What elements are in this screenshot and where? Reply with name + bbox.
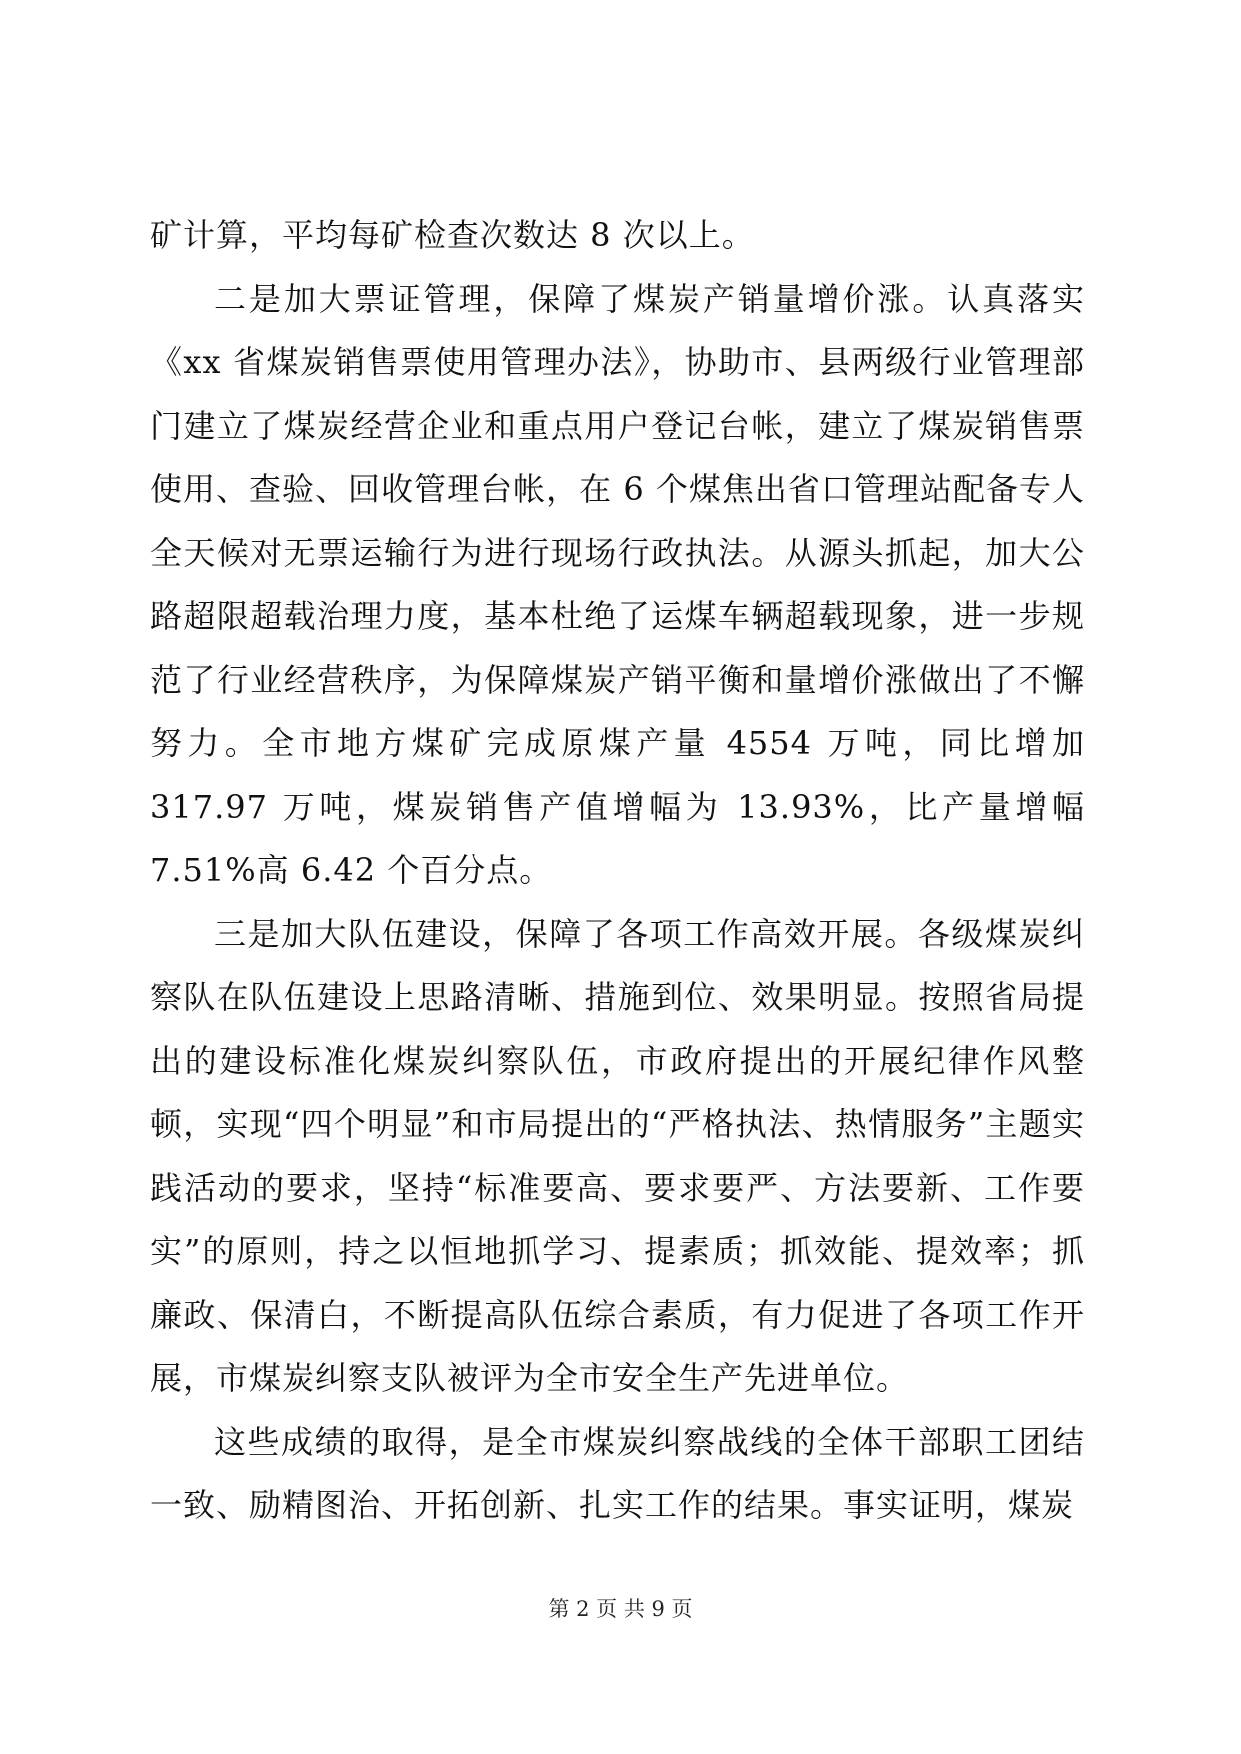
page-footer: 第 2 页 共 9 页: [548, 1597, 693, 1621]
paragraph-team-building: 三是加大队伍建设，保障了各项工作高效开展。各级煤炭纠察队在队伍建设上思路清晰、措施到位、效果明显。按照省局提出的建设标准化煤炭纠察队伍，市政府提出的开展纪律作风整顿，实现“四个明显”和市局提出的“严格执法、热情服务”主题实践活动的要求，坚持“标准要高、要求要严、方法要新、工作要实”的原则，持之以恒地抓学习、提素质；抓效能、提效率；抓廉政、保清白，不断提高队伍综合素质，有力促进了各项工作开展，市煤炭纠察支队被评为全市安全生产先进单位。: [150, 914, 1085, 1397]
paragraph-achievements: 这些成绩的取得，是全市煤炭纠察战线的全体干部职工团结一致、励精图治、开拓创新、扎实工作的结果。事实证明，煤炭: [150, 1422, 1085, 1524]
document-body: [150, 204, 1085, 1538]
paragraph-continuation: 矿计算，平均每矿检查次数达 8 次以上。: [150, 216, 755, 254]
paragraph-ticket-management: 二是加大票证管理，保障了煤炭产销量增价涨。认真落实《xx 省煤炭销售票使用管理办法》，协助市、县两级行业管理部门建立了煤炭经营企业和重点用户登记台帐，建立了煤炭销售票使用、查验、回收管理台帐，在 6 个煤焦出省口管理站配备专人全天候对无票运输行为进行现场行政执法。从源头抓起，加大公路超限超载治理力度，基本杜绝了运煤车辆超载现象，进一步规范了行业经营秩序，为保障煤炭产销平衡和量增价涨做出了不懈努力。全市地方煤矿完成原煤产量 4554 万吨，同比增加 317.97 万吨，煤炭销售产值增幅为 13.93%，比产量增幅 7.51%高 6.42 个百分点。: [150, 279, 1085, 889]
